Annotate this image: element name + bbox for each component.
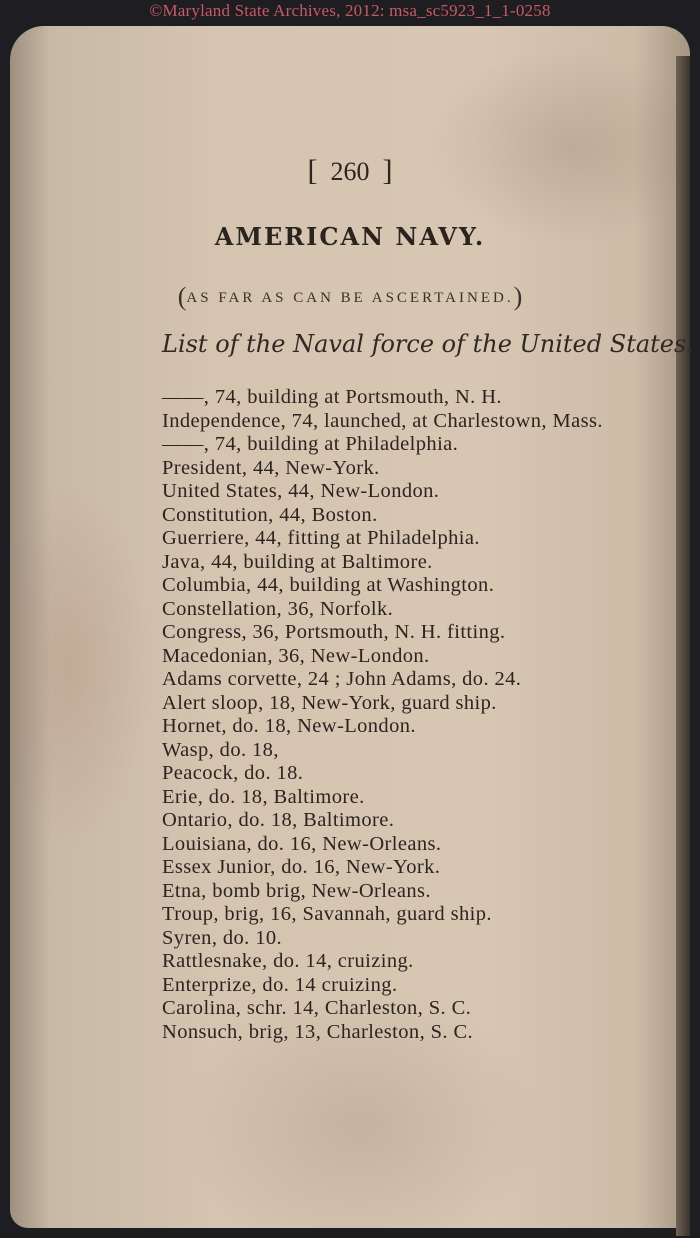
list-item: Constellation, 36, Norfolk. [162, 597, 394, 620]
book-page [10, 26, 694, 1228]
list-item: ——, 74, building at Portsmouth, N. H. [162, 386, 502, 408]
bracket-right: ] [382, 154, 393, 187]
list-item: Constitution, 44, Boston. [162, 503, 378, 526]
list-item: Guerriere, 44, fitting at Philadelphia. [162, 527, 480, 549]
subtitle-open-paren: ( [177, 282, 187, 311]
list-item: Java, 44, building at Baltimore. [162, 550, 433, 573]
list-item: Congress, 36, Portsmouth, N. H. fitting. [162, 621, 506, 643]
page-number [10, 154, 690, 188]
list-item: Ontario, do. 18, Baltimore. [162, 809, 395, 831]
list-item: Enterprize, do. 14 cruizing. [162, 973, 398, 996]
list-item: Macedonian, 36, New-London. [162, 644, 430, 667]
list-item: Carolina, schr. 14, Charleston, S. C. [162, 997, 472, 1019]
page-subtitle [10, 282, 690, 312]
bracket-left: [ [307, 154, 318, 187]
list-item: Independence, 74, launched, at Charlestown, Mass. [162, 409, 603, 432]
page-number-value: 260 [330, 157, 370, 186]
subtitle-text: AS FAR AS CAN BE ASCERTAINED. [186, 290, 514, 306]
list-item: Adams corvette, 24 ; John Adams, do. 24. [162, 668, 522, 690]
list-item: Nonsuch, brig, 13, Charleston, S. C. [162, 1020, 474, 1043]
list-item: United States, 44, New-London. [162, 480, 440, 502]
list-item: Peacock, do. 18. [162, 762, 304, 784]
list-item: Alert sloop, 18, New-York, guard ship. [162, 691, 497, 714]
list-item: Troup, brig, 16, Savannah, guard ship. [162, 903, 492, 925]
subtitle-close-paren: ) [513, 282, 523, 311]
list-item: ——, 74, building at Philadelphia. [162, 433, 459, 455]
list-item: Erie, do. 18, Baltimore. [162, 785, 365, 808]
list-item: Etna, bomb brig, New-Orleans. [162, 879, 431, 902]
list-item: Rattlesnake, do. 14, cruizing. [162, 950, 414, 972]
list-item: Hornet, do. 18, New-London. [162, 715, 416, 737]
list-item: President, 44, New-York. [162, 456, 380, 479]
page-title: AMERICAN NAVY. [214, 222, 486, 251]
list-item: Louisiana, do. 16, New-Orleans. [162, 832, 442, 855]
list-item: Wasp, do. 18, [162, 738, 279, 761]
archive-watermark: ©Maryland State Archives, 2012: msa_sc5923_1_1-0258 [149, 1, 551, 20]
list-item: Essex Junior, do. 16, New-York. [162, 856, 441, 878]
list-heading: List of the Naval force of the United States. [162, 330, 694, 358]
list-item: Columbia, 44, building at Washington. [162, 574, 495, 596]
navy-list [162, 386, 700, 1044]
list-item: Syren, do. 10. [162, 926, 283, 949]
